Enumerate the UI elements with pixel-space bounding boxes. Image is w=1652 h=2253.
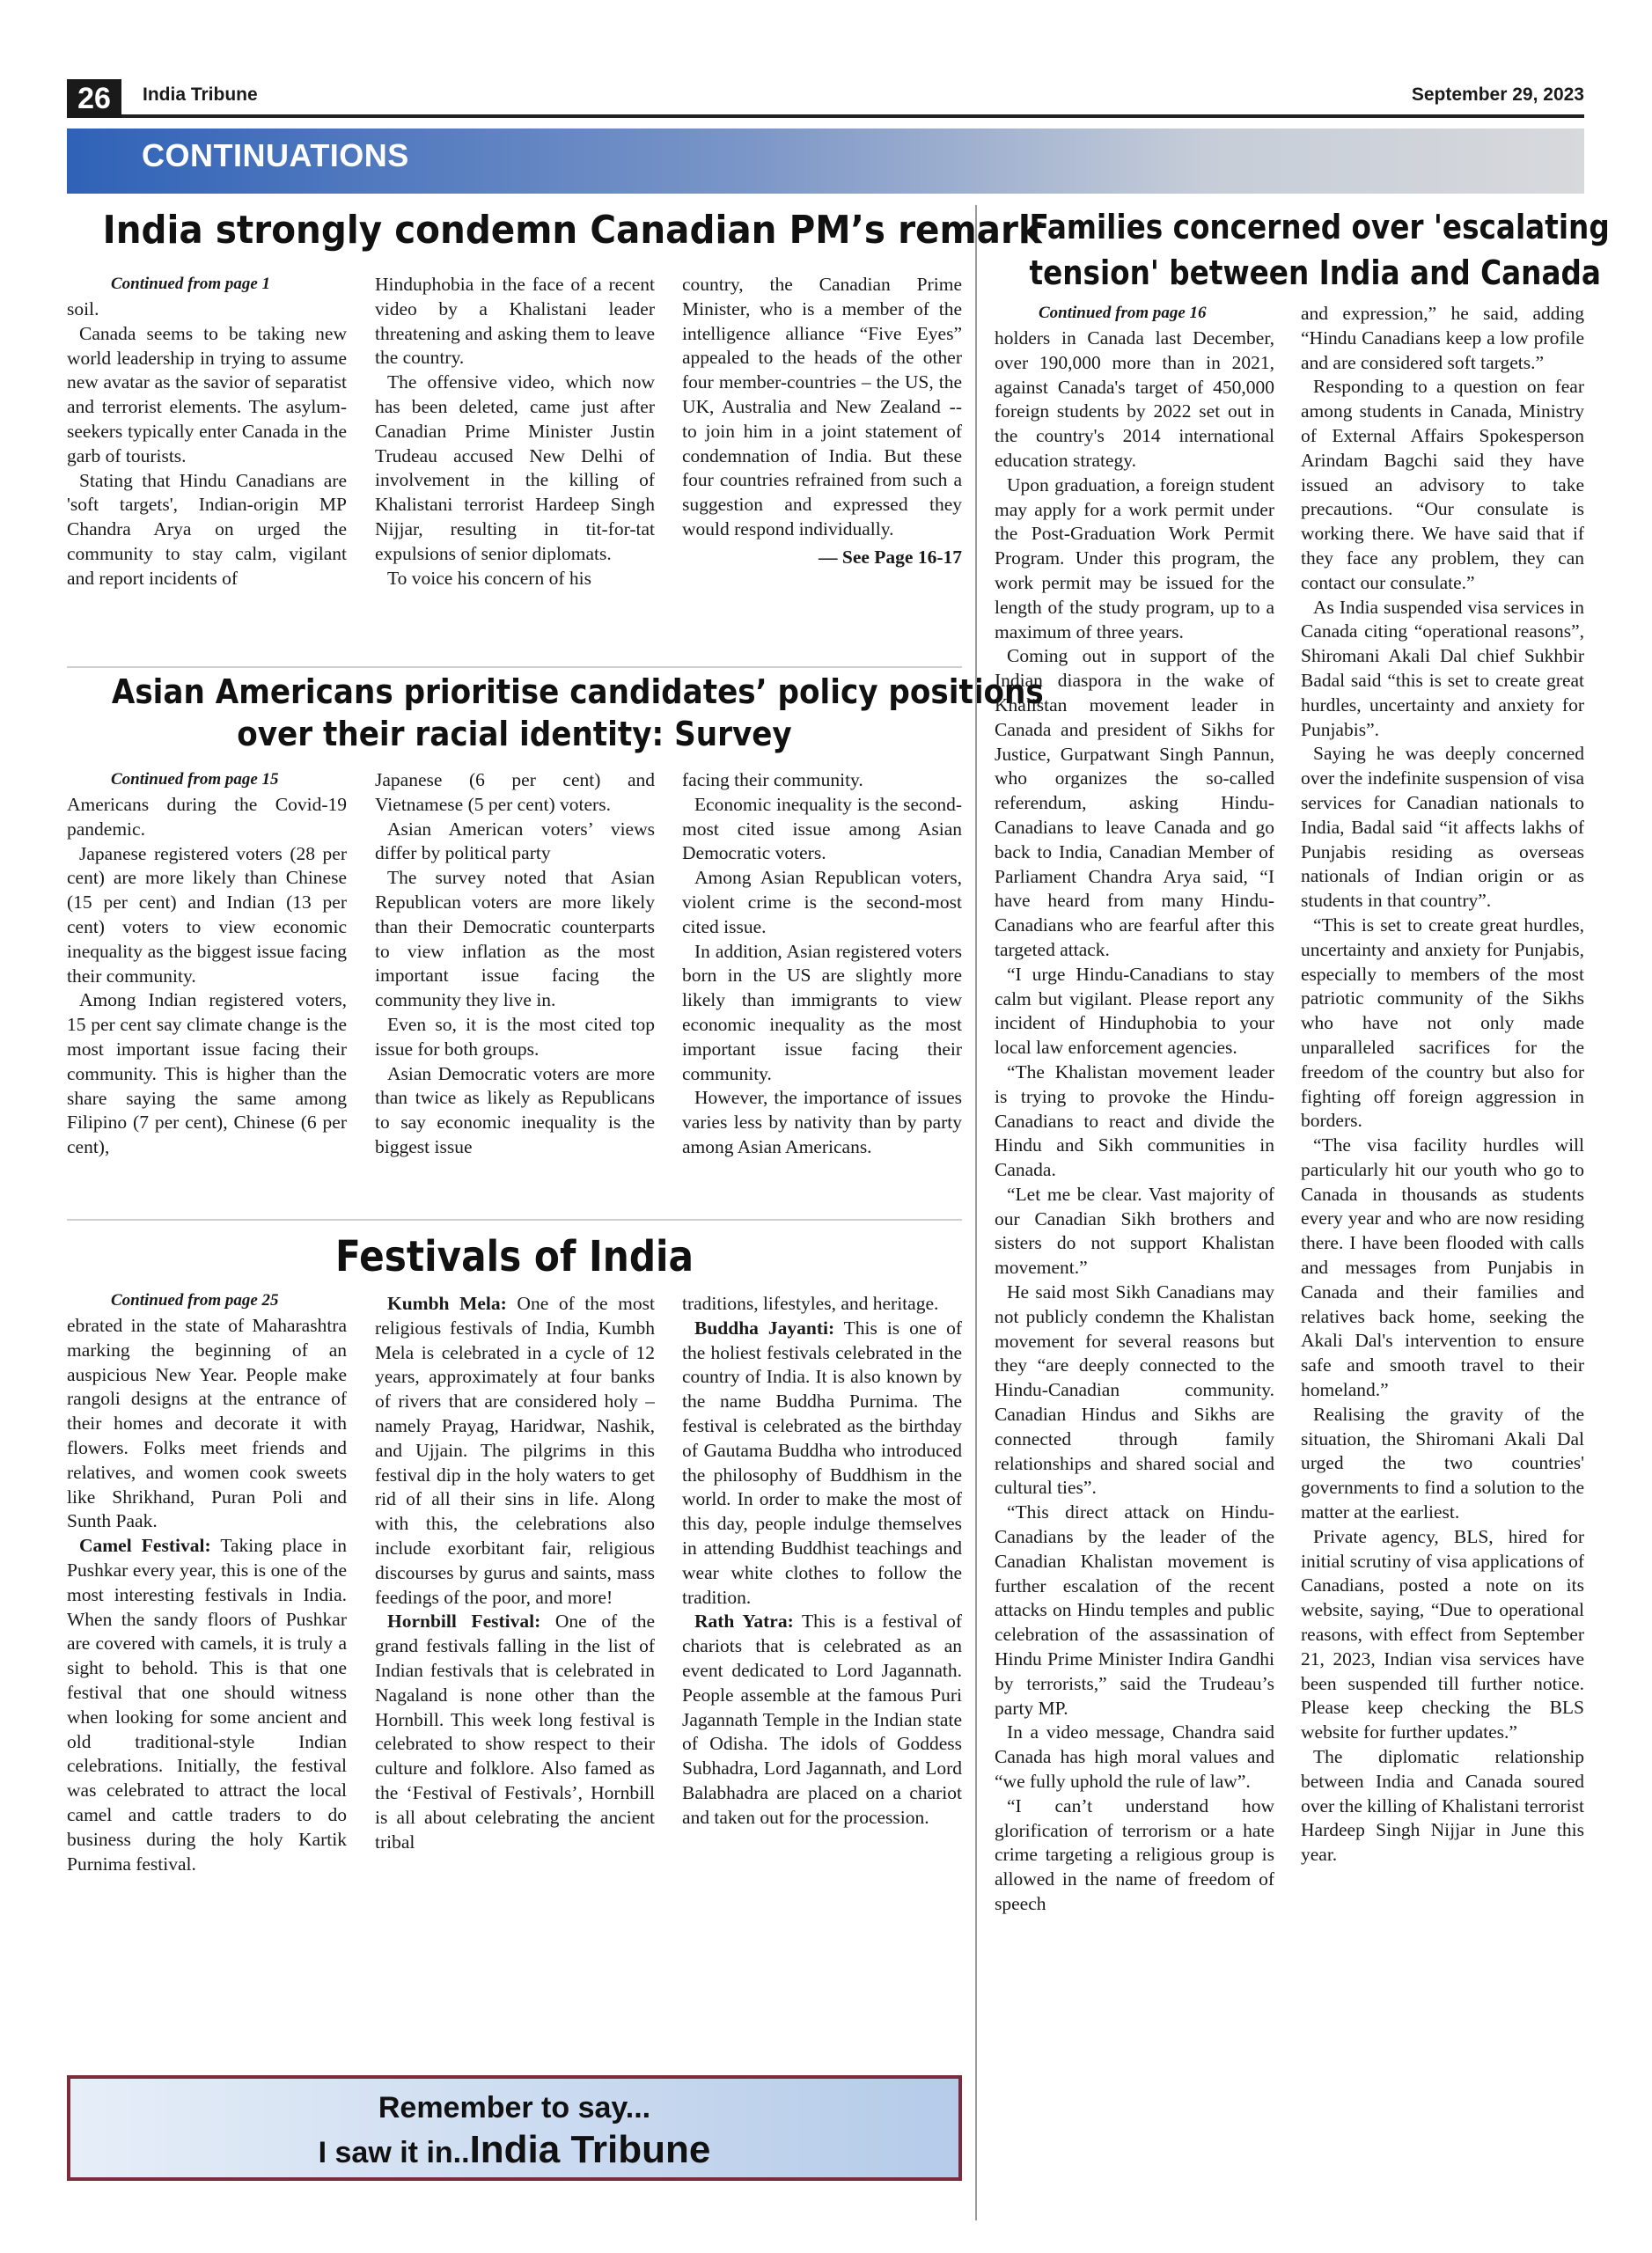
headline-line: tension' between India and Canada: [1029, 253, 1601, 292]
paragraph: traditions, lifestyles, and heritage.: [682, 1293, 939, 1314]
paragraph: “This direct attack on Hindu-Canadians by the leader of the Canadian Khalistan movement is further escalation of the recent attacks on Hindu temples and public celebration of the assassination of Hindu Prime Minister Indira Gandhi by terrorists,” said the Trudeau’s party MP.: [995, 1501, 1274, 1719]
article3-col1: [67, 1289, 347, 2064]
body-text: Taking place in Pushkar every year, this is one of the most interesting festivals in India. When the sandy floors of Pushkar are covered with camels, it is truly a sight to behold. This is that one festival that one should witness when looking for some ancient and old traditional-style Indian celebrations. Initially, the festival was celebrated to attract the local camel and cattle traders to do business during the holy Kartik Purnima festival.: [67, 1535, 347, 1875]
subhead: Hornbill Festival:: [387, 1611, 541, 1633]
paragraph: The survey noted that Asian Republican voters are more likely than their Democratic counterparts to view inflation as the most important issue facing the community they live in.: [375, 867, 655, 1011]
body-text: One of the grand festivals falling in the list of Indian festivals that is celebrated in Nagaland is none other than the Hornbill. This week long festival is celebrated to show respect to their culture and folklore. Also famed as the ‘Festival of Festivals’, Hornbill is all about celebrating the ancient tribal: [375, 1611, 655, 1853]
paragraph: As India suspended visa services in Canada citing “operational reasons”, Shiromani Akali Dal chief Sukhbir Badal said “this is set to create great hurdles, uncertainty and anxiety for Punjabis”.: [1301, 596, 1584, 740]
paragraph: Americans during the Covid-19 pandemic.: [67, 794, 347, 840]
issue-date: September 29, 2023: [1411, 84, 1584, 105]
paragraph: [375, 1610, 655, 1854]
paragraph: In a video message, Chandra said Canada has high moral values and “we fully uphold the rule of law”.: [995, 1721, 1274, 1793]
paragraph: holders in Canada last December, over 190,000 more than in 2021, against Canada's target of 450,000 foreign students by 2022 set out in the country's 2014 international education strategy.: [995, 327, 1274, 471]
paragraph: Japanese (6 per cent) and Vietnamese (5 per cent) voters.: [375, 769, 655, 815]
article3-headline: Festivals of India: [334, 1232, 694, 1281]
paragraph: Among Indian registered voters, 15 per cent say climate change is the most important issue facing their community. This is higher than the share saying the same among Filipino (7 per cent), Chinese (6 per cent),: [67, 989, 347, 1158]
paragraph: facing their community.: [682, 769, 863, 790]
headline-line: over their racial identity: Survey: [237, 715, 792, 753]
article2-headline: [111, 671, 1044, 755]
paragraph: “I can’t understand how glorification of terrorism or a hate crime targeting a religious group is allowed in the name of freedom of speech: [995, 1794, 1274, 1914]
see-page-link[interactable]: — See Page 16-17: [818, 546, 962, 568]
promo-line1: Remember to say...: [378, 2091, 651, 2125]
continued-from: Continued from page 1: [111, 275, 271, 293]
article3-col2: [375, 1292, 655, 2064]
paragraph: Asian American voters’ views differ by political party: [375, 818, 655, 864]
paragraph: Economic inequality is the second-most cited issue among Asian Democratic voters.: [682, 793, 962, 864]
paragraph: “The visa facility hurdles will particularly hit our youth who go to Canada in thousands as students every year and who are now residing there. I have been flooded with calls and messages from Punjabis in Canada and their families and relatives back home, seeking the Akali Dal's intervention to ensure safe and smooth travel to their homeland.”: [1301, 1134, 1584, 1401]
continued-from: Continued from page 16: [1039, 304, 1207, 322]
headline-line: Families concerned over 'escalating: [1029, 208, 1610, 246]
page-header: [67, 74, 1584, 118]
paragraph: [682, 1317, 962, 1611]
paragraph: Asian Democratic voters are more than twice as likely as Republicans to say economic inequality is the biggest issue: [375, 1062, 655, 1157]
article2-col3: [682, 768, 962, 1222]
subhead: Rath Yatra:: [694, 1611, 794, 1633]
paragraph: Responding to a question on fear among students in Canada, Ministry of External Affairs Spokesperson Arindam Bagchi said they have issued an advisory to take precautions. “Our consulate is working there. We have said that if they face any problem, they can contact our consulate.”: [1301, 376, 1584, 593]
paragraph: country, the Canadian Prime Minister, who is a member of the intelligence alliance “Five Eyes” appealed to the heads of the other four member-countries – the US, the UK, Australia and New Zealand -- to join him in a joint statement of condemnation of India. But these four countries refrained from such a suggestion and expressed they would respond individually.: [682, 274, 962, 539]
paragraph: Canada seems to be taking new world leadership in trying to assume new avatar as the savior of separatist and terrorist elements. The asylum-seekers typically enter Canada in the garb of tourists.: [67, 322, 347, 466]
subhead: Buddha Jayanti:: [694, 1317, 835, 1339]
promo-box: [67, 2075, 962, 2181]
section-title: CONTINUATIONS: [142, 137, 409, 173]
body-text: This is one of the holiest festivals celebrated in the country of India. It is also known by the name Buddha Purnima. The festival is celebrated as the birthday of Gautama Buddha who introduced the philosophy of Buddhism in the world. In order to make the most of this day, people indulge themselves in attending Buddhist teachings and wear white clothes to follow the tradition.: [682, 1317, 962, 1608]
body-text: One of the most religious festivals of India, Kumbh Mela is celebrated in a cycle of 12 years, approximately at four banks of rivers that are considered holy – namely Prayag, Haridwar, Nashik, and Ujjain. The pilgrims in this festival dip in the holy waters to get rid of all their sins in life. Along with this, the celebrations also include exorbitant fair, religious discourses by gurus and saints, mass feedings of the poor, and more!: [375, 1293, 655, 1608]
paragraph: “Let me be clear. Vast majority of our Canadian Sikh brothers and sisters do not support Khalistan movement.”: [995, 1183, 1274, 1279]
paragraph: [67, 1534, 347, 1876]
article4-col1: [995, 302, 1274, 2225]
headline-line: Asian Americans prioritise candidates’ policy positions: [111, 672, 1044, 711]
divider: [67, 1219, 962, 1221]
paragraph: and expression,” he said, adding “Hindu Canadians keep a low profile and are considered soft targets.”: [1301, 303, 1584, 373]
article2-col1: [67, 768, 347, 1222]
article1-headline: India strongly condemn Canadian PM’s remark: [102, 208, 1042, 253]
paragraph: Upon graduation, a foreign student may apply for a work permit under the Post-Graduation Work Permit Program. Under this program, the work permit may be issued for the length of the study program, up to a maximum of three years.: [995, 473, 1274, 642]
paragraph: Japanese registered voters (28 per cent) are more likely than Chinese (15 per cent) and Indian (13 per cent) voters to view economic inequality as the biggest issue facing their community.: [67, 842, 347, 987]
paragraph: ebrated in the state of Maharashtra marking the beginning of an auspicious New Year. People make rangoli designs at the entrance of their homes and decorate it with flowers. Folks meet friends and relatives, and women cook sweets like Shrikhand, Puran Poli and Sunth Paak.: [67, 1315, 347, 1532]
subhead: Kumbh Mela:: [387, 1293, 507, 1314]
paragraph: Stating that Hindu Canadians are 'soft targets', Indian-origin MP Chandra Arya on urged the community to stay calm, vigilant and report incidents of: [67, 469, 347, 589]
paragraph: He said most Sikh Canadians may not publicly condemn the Khalistan movement for several reasons but they “are deeply connected to the Hindu-Canadian community. Canadian Hindus and Sikhs are connected through family relationships and shared social and cultural ties”.: [995, 1281, 1274, 1499]
paragraph: [682, 1610, 962, 1830]
promo-line2: [70, 2128, 958, 2172]
publication-name: India Tribune: [143, 84, 258, 105]
paragraph: Realising the gravity of the situation, the Shiromani Akali Dal urged the two countries' governments to find a solution to the matter at the earliest.: [1301, 1403, 1584, 1523]
paragraph: Hinduphobia in the face of a recent video by a Khalistani leader threatening and asking them to leave the country.: [375, 274, 655, 369]
article3-col3: [682, 1292, 962, 2064]
section-banner: [67, 128, 1584, 194]
article1-col1: [67, 273, 347, 651]
paragraph: The offensive video, which now has been deleted, came just after Canadian Prime Minister Justin Trudeau accused New Delhi of involvement in the killing of Khalistani terrorist Hardeep Singh Nijjar, resulting in tit-for-tat expulsions of senior diplomats.: [375, 371, 655, 564]
subhead: Camel Festival:: [79, 1535, 211, 1557]
paragraph: “This is set to create great hurdles, uncertainty and anxiety for Punjabis, especially to members of the most patriotic community of the Sikhs who have not only made unparalleled sacrifices for the freedom of the country but also for fighting off foreign aggression in borders.: [1301, 914, 1584, 1132]
promo-prefix: I saw it in..: [318, 2136, 470, 2169]
paragraph: Among Asian Republican voters, violent crime is the second-most cited issue.: [682, 867, 962, 937]
paragraph: Even so, it is the most cited top issue for both groups.: [375, 1013, 655, 1060]
paragraph: Coming out in support of the Indian diaspora in the wake of Khalistan movement leader in Canada and president of Sikhs for Justice, Gurpatwant Singh Pannun, who organizes the so-called referendum, asking Hindu-Canadians to leave Canada and go back to India, Canadian Member of Parliament Chandra Arya said, “I have heard from many Hindu-Canadians who are fearful after this targeted attack.: [995, 645, 1274, 960]
paragraph: [375, 1292, 655, 1610]
article1-col2: [375, 273, 655, 651]
paragraph: The diplomatic relationship between India and Canada soured over the killing of Khalistani terrorist Hardeep Singh Nijjar in June this year.: [1301, 1746, 1584, 1866]
article4-headline: [1029, 204, 1610, 296]
paragraph: Saying he was deeply concerned over the indefinite suspension of visa services for Canadian nationals to India, Badal said “it affects lakhs of Punjabis residing as overseas nationals of Indian origin or as students in that country”.: [1301, 743, 1584, 912]
article1-col3: [682, 273, 962, 651]
paragraph: soil.: [67, 298, 99, 319]
divider: [67, 666, 962, 668]
paragraph: “I urge Hindu-Canadians to stay calm but vigilant. Please report any incident of Hinduphobia to your local law enforcement agencies.: [995, 963, 1274, 1059]
continued-from: Continued from page 25: [111, 1291, 279, 1310]
promo-brand: India Tribune: [469, 2128, 711, 2171]
paragraph: To voice his concern of his: [387, 567, 591, 589]
article4-col2: [1301, 302, 1584, 2225]
paragraph: Private agency, BLS, hired for initial scrutiny of visa applications of Canadians, posted a note on its website, saying, “Due to operational reasons, with effect from September 21, 2023, Indian visa services have been suspended till further notice. Please keep checking the BLS website for further updates.”: [1301, 1525, 1584, 1743]
body-text: This is a festival of chariots that is celebrated as an event dedicated to Lord Jagannath. People assemble at the famous Puri Jagannath Temple in the Indian state of Odisha. The idols of Goddess Subhadra, Lord Jagannath, and Lord Balabhadra are placed on a chariot and taken out for the procession.: [682, 1611, 962, 1828]
article2-col2: [375, 768, 655, 1222]
paragraph: In addition, Asian registered voters born in the US are slightly more likely than immigrants to view economic inequality as the most important issue facing their community.: [682, 940, 962, 1084]
column-divider: [975, 205, 977, 2220]
page-number: 26: [67, 79, 121, 118]
continued-from: Continued from page 15: [111, 770, 279, 789]
paragraph: However, the importance of issues varies less by nativity than by party among Asian Americans.: [682, 1087, 962, 1157]
paragraph: “The Khalistan movement leader is trying to provoke the Hindu-Canadians to react and divide the Hindu and Sikh communities in Canada.: [995, 1060, 1274, 1181]
